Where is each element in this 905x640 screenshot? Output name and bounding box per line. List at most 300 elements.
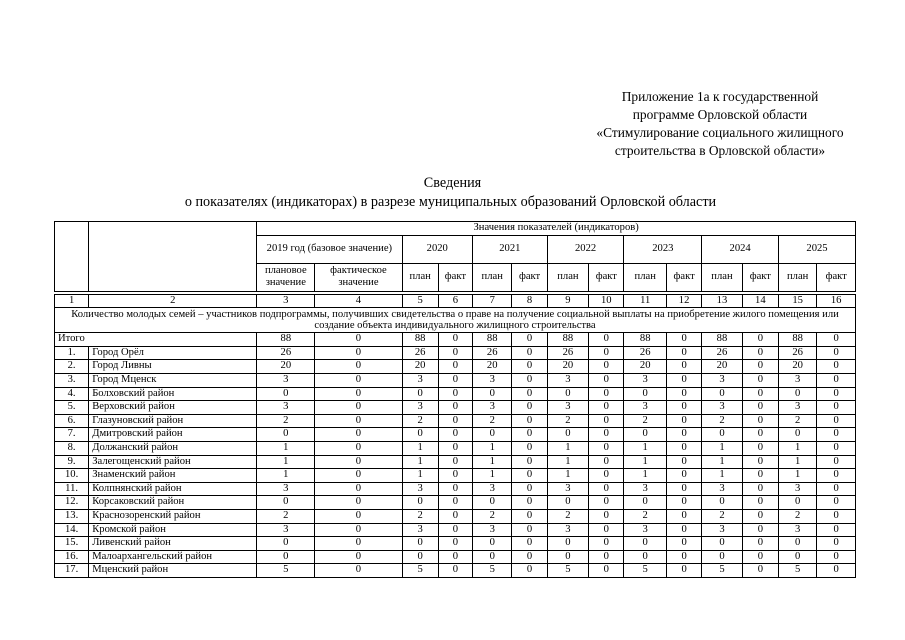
indicator-value: 5 — [257, 564, 315, 578]
indicator-value: 20 — [473, 360, 512, 374]
column-number: 7 — [473, 294, 512, 308]
indicator-value: 1 — [702, 469, 742, 483]
indicator-value: 0 — [315, 387, 402, 401]
row-number: 12. — [55, 496, 89, 510]
column-number: 1 — [55, 294, 89, 308]
indicator-value: 0 — [512, 537, 547, 551]
total-value: 88 — [402, 333, 438, 347]
indicator-value: 3 — [624, 523, 667, 537]
row-number: 5. — [55, 401, 89, 415]
header-cell-empty — [55, 222, 89, 292]
municipality-name: Малоархангельский район — [89, 550, 257, 564]
indicator-value: 0 — [742, 428, 778, 442]
indicator-value: 0 — [589, 455, 624, 469]
indicator-value: 3 — [624, 401, 667, 415]
indicator-value: 26 — [402, 346, 438, 360]
indicator-value: 26 — [624, 346, 667, 360]
indicator-value: 0 — [512, 373, 547, 387]
table-row — [55, 496, 856, 510]
indicator-value: 3 — [778, 373, 816, 387]
indicator-value: 0 — [817, 360, 856, 374]
indicator-value: 0 — [589, 469, 624, 483]
indicator-value: 3 — [778, 523, 816, 537]
table-row — [55, 509, 856, 523]
indicator-value: 0 — [438, 428, 472, 442]
indicator-value: 1 — [547, 469, 588, 483]
indicator-value: 0 — [512, 428, 547, 442]
row-number: 13. — [55, 509, 89, 523]
indicator-value: 0 — [666, 550, 701, 564]
fact-header: факт — [512, 263, 547, 291]
total-value: 88 — [778, 333, 816, 347]
indicator-value: 0 — [817, 428, 856, 442]
column-number: 14 — [742, 294, 778, 308]
table-row — [55, 441, 856, 455]
indicator-value: 1 — [547, 455, 588, 469]
indicator-value: 0 — [742, 455, 778, 469]
indicator-value: 3 — [473, 523, 512, 537]
indicator-value: 0 — [512, 441, 547, 455]
indicator-value: 26 — [702, 346, 742, 360]
total-value: 0 — [742, 333, 778, 347]
indicator-value: 0 — [512, 482, 547, 496]
column-number: 12 — [666, 294, 701, 308]
indicator-value: 3 — [402, 401, 438, 415]
plan-header: план — [547, 263, 588, 291]
indicator-value: 3 — [473, 401, 512, 415]
municipality-name: Должанский район — [89, 441, 257, 455]
indicator-value: 0 — [473, 550, 512, 564]
indicator-value: 3 — [547, 523, 588, 537]
municipality-name: Корсаковский район — [89, 496, 257, 510]
indicator-value: 0 — [742, 346, 778, 360]
indicator-value: 3 — [257, 482, 315, 496]
row-number: 17. — [55, 564, 89, 578]
total-value: 88 — [547, 333, 588, 347]
indicator-value: 0 — [589, 482, 624, 496]
indicator-value: 5 — [778, 564, 816, 578]
table-row — [55, 346, 856, 360]
indicator-value: 0 — [512, 387, 547, 401]
row-number: 9. — [55, 455, 89, 469]
total-value: 0 — [666, 333, 701, 347]
document-title — [0, 174, 905, 212]
indicator-value: 0 — [742, 373, 778, 387]
indicator-value: 0 — [512, 414, 547, 428]
column-number: 4 — [315, 294, 402, 308]
indicator-value: 0 — [438, 496, 472, 510]
indicator-value: 0 — [666, 509, 701, 523]
indicator-value: 1 — [624, 455, 667, 469]
total-value: 0 — [438, 333, 472, 347]
total-value: 0 — [589, 333, 624, 347]
total-value: 88 — [473, 333, 512, 347]
indicator-value: 0 — [666, 346, 701, 360]
indicator-value: 0 — [438, 564, 472, 578]
table-row — [55, 401, 856, 415]
indicator-value: 0 — [512, 550, 547, 564]
indicator-value: 0 — [547, 428, 588, 442]
municipality-name: Болховский район — [89, 387, 257, 401]
row-number: 4. — [55, 387, 89, 401]
indicator-value: 0 — [742, 469, 778, 483]
indicator-value: 3 — [402, 523, 438, 537]
indicator-value: 0 — [547, 550, 588, 564]
fact-header: факт — [438, 263, 472, 291]
indicator-value: 0 — [512, 346, 547, 360]
indicator-value: 0 — [817, 414, 856, 428]
indicator-value: 0 — [817, 509, 856, 523]
municipality-name: Город Мценск — [89, 373, 257, 387]
indicator-value: 3 — [624, 482, 667, 496]
indicator-value: 0 — [315, 414, 402, 428]
indicator-value: 0 — [624, 537, 667, 551]
indicator-value: 0 — [666, 414, 701, 428]
indicator-value: 0 — [438, 523, 472, 537]
indicator-value: 0 — [512, 360, 547, 374]
indicator-value: 3 — [778, 401, 816, 415]
column-number: 15 — [778, 294, 816, 308]
indicator-value: 0 — [702, 496, 742, 510]
indicator-value: 0 — [666, 537, 701, 551]
indicator-value: 1 — [257, 469, 315, 483]
row-number: 10. — [55, 469, 89, 483]
indicator-value: 20 — [778, 360, 816, 374]
indicator-value: 0 — [512, 509, 547, 523]
indicator-value: 0 — [438, 414, 472, 428]
indicator-value: 0 — [742, 523, 778, 537]
indicator-value: 0 — [438, 387, 472, 401]
indicator-value: 0 — [402, 428, 438, 442]
total-value: 0 — [817, 333, 856, 347]
indicator-value: 3 — [402, 373, 438, 387]
indicator-value: 0 — [315, 537, 402, 551]
indicator-value: 0 — [817, 523, 856, 537]
table-row — [55, 373, 856, 387]
column-number: 5 — [402, 294, 438, 308]
indicator-value: 3 — [547, 373, 588, 387]
row-number: 6. — [55, 414, 89, 428]
fact-header: факт — [666, 263, 701, 291]
indicator-value: 1 — [624, 469, 667, 483]
indicator-value: 0 — [402, 550, 438, 564]
indicator-value: 0 — [666, 496, 701, 510]
indicator-value: 0 — [666, 441, 701, 455]
indicator-value: 0 — [666, 469, 701, 483]
indicator-value: 0 — [666, 401, 701, 415]
indicator-value: 0 — [547, 537, 588, 551]
indicator-value: 2 — [257, 414, 315, 428]
indicator-value: 2 — [473, 414, 512, 428]
indicator-value: 20 — [257, 360, 315, 374]
indicator-value: 2 — [702, 509, 742, 523]
appendix-header — [560, 88, 880, 160]
table-row — [55, 537, 856, 551]
indicator-value: 0 — [778, 496, 816, 510]
indicator-value: 0 — [315, 455, 402, 469]
indicator-value: 0 — [438, 509, 472, 523]
indicator-value: 0 — [589, 414, 624, 428]
row-number: 11. — [55, 482, 89, 496]
total-value: 0 — [512, 333, 547, 347]
appendix-line: «Стимулирование социального жилищного — [596, 125, 844, 140]
municipality-name: Краснозоренский район — [89, 509, 257, 523]
indicator-value: 2 — [473, 509, 512, 523]
indicator-value: 0 — [742, 550, 778, 564]
indicator-value: 5 — [473, 564, 512, 578]
indicators-table — [54, 221, 856, 578]
indicator-value: 3 — [257, 523, 315, 537]
municipality-name: Глазуновский район — [89, 414, 257, 428]
indicator-value: 20 — [624, 360, 667, 374]
indicator-value: 3 — [473, 482, 512, 496]
indicator-value: 0 — [257, 550, 315, 564]
indicator-value: 0 — [589, 550, 624, 564]
column-number: 3 — [257, 294, 315, 308]
municipality-name: Ливенский район — [89, 537, 257, 551]
indicator-value: 0 — [315, 550, 402, 564]
indicator-value: 1 — [778, 441, 816, 455]
indicator-value: 3 — [702, 373, 742, 387]
municipality-name: Колпнянский район — [89, 482, 257, 496]
indicator-value: 0 — [438, 550, 472, 564]
indicator-value: 0 — [589, 509, 624, 523]
indicator-value: 2 — [778, 509, 816, 523]
year-header: 2024 — [702, 235, 779, 263]
table-row — [55, 550, 856, 564]
indicator-value: 0 — [438, 455, 472, 469]
row-number: 2. — [55, 360, 89, 374]
indicator-value: 0 — [547, 496, 588, 510]
indicator-value: 1 — [473, 469, 512, 483]
indicator-value: 0 — [402, 537, 438, 551]
row-number: 14. — [55, 523, 89, 537]
year-header: 2023 — [624, 235, 702, 263]
indicator-value: 1 — [778, 469, 816, 483]
column-number: 8 — [512, 294, 547, 308]
indicator-value: 0 — [315, 360, 402, 374]
indicator-value: 0 — [666, 360, 701, 374]
municipality-name: Мценский район — [89, 564, 257, 578]
indicator-value: 0 — [817, 496, 856, 510]
base-year-header: 2019 год (базовое значение) — [257, 235, 402, 263]
indicator-value: 0 — [666, 482, 701, 496]
indicator-value: 0 — [742, 482, 778, 496]
indicator-value: 0 — [742, 537, 778, 551]
indicator-value: 0 — [257, 496, 315, 510]
indicator-value: 0 — [589, 537, 624, 551]
planned-value-header: плановое значение — [257, 263, 315, 291]
indicator-value: 20 — [702, 360, 742, 374]
indicator-value: 3 — [547, 482, 588, 496]
total-value: 88 — [624, 333, 667, 347]
indicator-value: 0 — [742, 387, 778, 401]
indicator-value: 0 — [742, 564, 778, 578]
section-row — [55, 308, 856, 333]
indicator-value: 5 — [547, 564, 588, 578]
municipality-name: Залегощенский район — [89, 455, 257, 469]
indicator-value: 0 — [817, 373, 856, 387]
indicator-value: 2 — [702, 414, 742, 428]
table-row — [55, 482, 856, 496]
indicator-value: 0 — [817, 564, 856, 578]
indicator-value: 0 — [666, 455, 701, 469]
title-line-2: о показателях (индикаторах) в разрезе муниципальных образований Орловской области — [184, 194, 717, 210]
indicator-value: 3 — [473, 373, 512, 387]
year-header: 2021 — [473, 235, 548, 263]
indicator-value: 5 — [702, 564, 742, 578]
column-number: 13 — [702, 294, 742, 308]
indicator-value: 1 — [473, 441, 512, 455]
indicator-value: 3 — [702, 401, 742, 415]
indicator-value: 0 — [438, 401, 472, 415]
plan-header: план — [624, 263, 667, 291]
indicator-value: 0 — [589, 441, 624, 455]
plan-header: план — [778, 263, 816, 291]
appendix-line: строительства в Орловской области» — [614, 143, 826, 158]
indicator-value: 3 — [547, 401, 588, 415]
indicator-value: 0 — [512, 401, 547, 415]
row-number: 8. — [55, 441, 89, 455]
row-number: 15. — [55, 537, 89, 551]
indicator-value: 3 — [257, 401, 315, 415]
indicator-value: 1 — [402, 441, 438, 455]
indicator-value: 0 — [257, 428, 315, 442]
indicator-value: 0 — [512, 455, 547, 469]
indicator-value: 5 — [624, 564, 667, 578]
indicator-value: 1 — [402, 469, 438, 483]
column-number: 6 — [438, 294, 472, 308]
indicator-value: 0 — [702, 387, 742, 401]
indicator-value: 0 — [473, 428, 512, 442]
indicator-value: 1 — [624, 441, 667, 455]
indicator-value: 0 — [817, 401, 856, 415]
indicator-value: 5 — [402, 564, 438, 578]
indicator-value: 0 — [742, 360, 778, 374]
plan-header: план — [473, 263, 512, 291]
indicator-value: 0 — [817, 346, 856, 360]
indicator-value: 0 — [315, 523, 402, 537]
header-row-indicators — [55, 222, 856, 236]
indicator-value: 0 — [402, 387, 438, 401]
indicator-value: 0 — [589, 496, 624, 510]
indicator-value: 0 — [473, 496, 512, 510]
indicator-value: 0 — [624, 428, 667, 442]
indicator-value: 2 — [547, 509, 588, 523]
row-number: 1. — [55, 346, 89, 360]
indicator-value: 0 — [438, 346, 472, 360]
year-header: 2025 — [778, 235, 855, 263]
indicator-value: 1 — [473, 455, 512, 469]
fact-header: факт — [589, 263, 624, 291]
indicator-value: 1 — [702, 455, 742, 469]
indicator-value: 0 — [512, 523, 547, 537]
indicator-value: 0 — [315, 496, 402, 510]
year-header: 2020 — [402, 235, 473, 263]
year-header: 2022 — [547, 235, 624, 263]
total-row — [55, 333, 856, 347]
indicator-value: 0 — [438, 469, 472, 483]
indicator-value: 0 — [315, 428, 402, 442]
indicator-value: 0 — [817, 455, 856, 469]
indicator-value: 0 — [702, 428, 742, 442]
indicator-value: 0 — [315, 373, 402, 387]
appendix-line: программе Орловской области — [632, 107, 808, 122]
indicator-value: 0 — [589, 564, 624, 578]
indicator-value: 0 — [702, 550, 742, 564]
indicator-value: 0 — [438, 537, 472, 551]
indicator-value: 0 — [315, 469, 402, 483]
table-row — [55, 469, 856, 483]
indicator-value: 0 — [778, 550, 816, 564]
indicator-value: 0 — [547, 387, 588, 401]
indicator-value: 0 — [817, 441, 856, 455]
indicator-value: 0 — [438, 441, 472, 455]
column-number: 10 — [589, 294, 624, 308]
indicator-value: 1 — [547, 441, 588, 455]
indicator-value: 3 — [778, 482, 816, 496]
indicator-value: 0 — [666, 428, 701, 442]
indicator-value: 0 — [742, 414, 778, 428]
indicator-value: 0 — [624, 387, 667, 401]
indicator-value: 2 — [547, 414, 588, 428]
indicator-value: 0 — [315, 401, 402, 415]
indicator-value: 2 — [257, 509, 315, 523]
indicator-value: 3 — [702, 523, 742, 537]
table-row — [55, 414, 856, 428]
row-number: 7. — [55, 428, 89, 442]
indicator-value: 0 — [438, 482, 472, 496]
indicator-value: 0 — [702, 537, 742, 551]
indicator-value: 0 — [315, 482, 402, 496]
indicator-value: 0 — [589, 346, 624, 360]
title-line-1: Сведения — [423, 175, 482, 191]
indicator-value: 0 — [438, 360, 472, 374]
municipality-name: Кромской район — [89, 523, 257, 537]
row-number: 16. — [55, 550, 89, 564]
header-cell-empty — [89, 222, 257, 292]
indicator-value: 0 — [624, 496, 667, 510]
indicator-value: 3 — [624, 373, 667, 387]
table-row — [55, 523, 856, 537]
indicator-value: 1 — [257, 455, 315, 469]
indicator-value: 0 — [315, 441, 402, 455]
indicator-value: 1 — [778, 455, 816, 469]
indicator-value: 2 — [402, 509, 438, 523]
indicator-value: 0 — [778, 537, 816, 551]
appendix-line: Приложение 1а к государственной — [621, 89, 819, 104]
plan-header: план — [402, 263, 438, 291]
column-numbers-row — [55, 294, 856, 308]
total-value: 0 — [315, 333, 402, 347]
indicator-value: 0 — [473, 537, 512, 551]
plan-header: план — [702, 263, 742, 291]
total-value: 88 — [257, 333, 315, 347]
indicator-value: 1 — [402, 455, 438, 469]
column-number: 16 — [817, 294, 856, 308]
indicator-value: 1 — [257, 441, 315, 455]
indicator-value: 0 — [666, 373, 701, 387]
indicator-value: 0 — [778, 387, 816, 401]
indicator-value: 0 — [315, 564, 402, 578]
indicator-value: 3 — [702, 482, 742, 496]
total-label: Итого — [55, 333, 257, 347]
indicator-value: 0 — [315, 509, 402, 523]
indicator-value: 2 — [624, 509, 667, 523]
indicator-value: 0 — [589, 373, 624, 387]
indicator-value: 0 — [778, 428, 816, 442]
indicator-value: 0 — [473, 387, 512, 401]
